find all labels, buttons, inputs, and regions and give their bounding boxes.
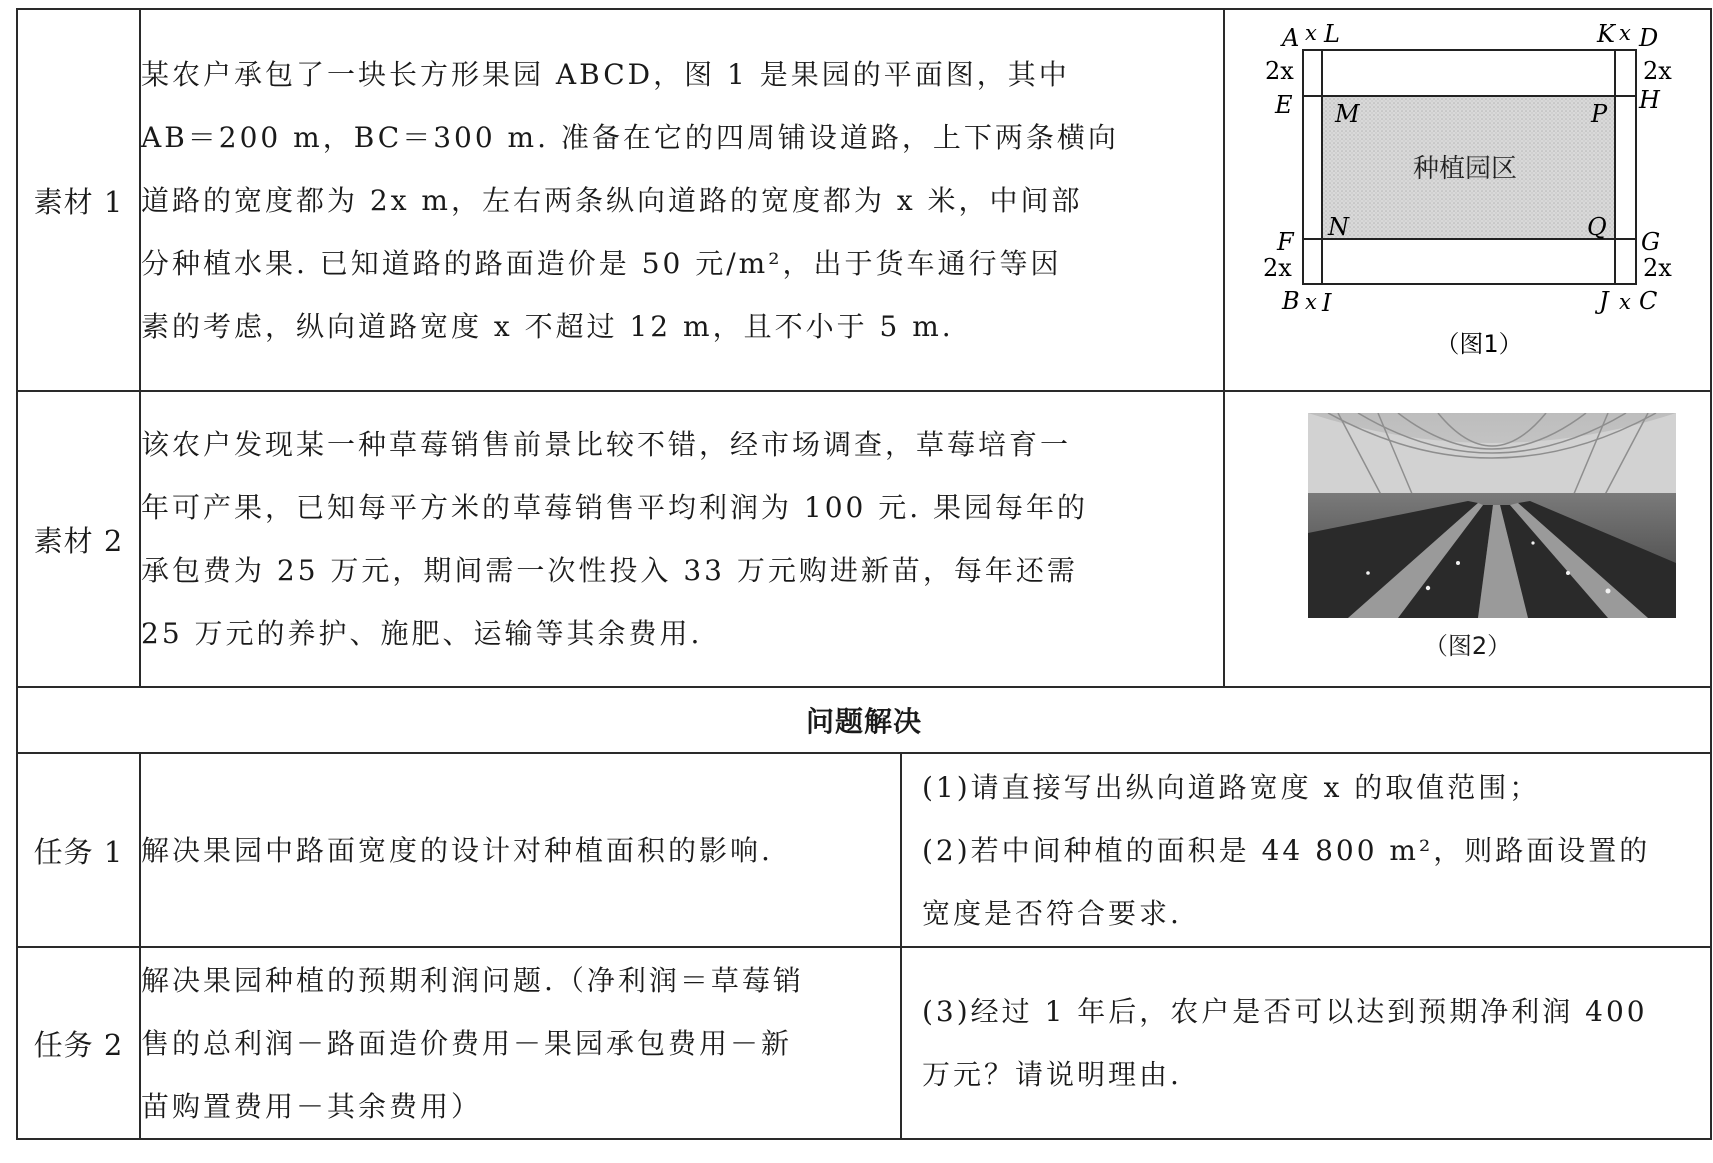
label-x: x	[1305, 21, 1317, 45]
material2-label: 素材 2	[17, 391, 140, 687]
point-label-K: K	[1597, 20, 1615, 48]
material1-text	[140, 9, 1224, 391]
point-label-C: C	[1639, 287, 1658, 315]
figure2-caption: （图2）	[1423, 632, 1512, 660]
material1-line: 道路的宽度都为 2x m，左右两条纵向道路的宽度都为 x 米，中间部	[141, 183, 1083, 217]
point-label-H: H	[1639, 86, 1660, 114]
zone-label: 种植园区	[1413, 154, 1518, 184]
material2-line: 年可产果，已知每平方米的草莓销售平均利润为 100 元. 果园每年的	[141, 491, 1089, 524]
task1-questions	[901, 753, 1711, 947]
figure1-caption: （图1）	[1435, 330, 1523, 358]
problem-table	[16, 8, 1712, 1140]
point-label-F: F	[1277, 228, 1294, 256]
task2-row	[17, 947, 1711, 1139]
point-label-Q: Q	[1587, 213, 1607, 241]
task1-description: 解决果园中路面宽度的设计对种植面积的影响.	[140, 753, 901, 947]
label-x: x	[1619, 21, 1631, 45]
material1-label: 素材 1	[17, 9, 140, 391]
label-x: x	[1619, 290, 1631, 314]
point-label-B: B	[1282, 287, 1300, 315]
material2-line: 承包费为 25 万元，期间需一次性投入 33 万元购进新苗，每年还需	[141, 554, 1078, 587]
point-label-M: M	[1335, 100, 1360, 128]
material1-line: AB＝200 m，BC＝300 m. 准备在它的四周铺设道路，上下两条横向	[141, 120, 1119, 154]
material1-line: 分种植水果. 已知道路的路面造价是 50 元/m²，出于货车通行等因	[141, 246, 1062, 280]
task2-desc-line: 苗购置费用－其余费用）	[141, 1089, 483, 1123]
material2-line: 该农户发现某一种草莓销售前景比较不错，经市场调查，草莓培育一	[141, 428, 1072, 461]
material1-line: 某农户承包了一块长方形果园 ABCD，图 1 是果园的平面图，其中	[141, 57, 1070, 91]
greenhouse-photo	[1308, 413, 1676, 618]
point-label-N: N	[1328, 213, 1350, 241]
label-2x: 2x	[1263, 254, 1292, 282]
point-label-J: J	[1599, 287, 1609, 315]
point-label-P: P	[1591, 100, 1608, 128]
material2-text	[140, 391, 1224, 687]
material1-row	[17, 9, 1711, 391]
task1-label: 任务 1	[17, 753, 140, 947]
material2-line: 25 万元的养护、施肥、运输等其余费用.	[141, 617, 703, 650]
point-label-E: E	[1275, 91, 1293, 119]
question-2-line: (2)若中间种植的面积是 44 800 m²，则路面设置的	[922, 833, 1651, 867]
orchard-plan-figure	[1225, 10, 1708, 386]
point-label-G: G	[1641, 228, 1661, 256]
point-label-D: D	[1639, 24, 1659, 52]
label-2x: 2x	[1643, 254, 1672, 282]
question-1: (1)请直接写出纵向道路宽度 x 的取值范围；	[922, 770, 1541, 804]
question-3-line: 万元？请说明理由.	[922, 1058, 1182, 1091]
task2-desc-line: 解决果园种植的预期利润问题.（净利润＝草莓销	[141, 963, 804, 997]
label-2x: 2x	[1643, 57, 1672, 85]
section-heading: 问题解决	[17, 687, 1711, 753]
heading-row	[17, 687, 1711, 753]
figure1-cell	[1224, 9, 1711, 391]
question-2-line: 宽度是否符合要求.	[922, 896, 1182, 930]
task2-description	[140, 947, 901, 1139]
point-label-L: L	[1324, 20, 1340, 48]
point-label-I: I	[1322, 289, 1332, 317]
task2-label: 任务 2	[17, 947, 140, 1139]
task2-desc-line: 售的总利润－路面造价费用－果园承包费用－新	[141, 1026, 793, 1060]
material2-row	[17, 391, 1711, 687]
point-label-A: A	[1282, 24, 1300, 52]
label-x: x	[1305, 290, 1317, 314]
material1-line: 素的考虑，纵向道路宽度 x 不超过 12 m，且不小于 5 m.	[141, 309, 954, 343]
task1-row	[17, 753, 1711, 947]
figure2-cell	[1224, 391, 1711, 687]
label-2x: 2x	[1265, 57, 1294, 85]
question-3-line: (3)经过 1 年后，农户是否可以达到预期净利润 400	[922, 995, 1648, 1028]
task2-questions	[901, 947, 1711, 1139]
